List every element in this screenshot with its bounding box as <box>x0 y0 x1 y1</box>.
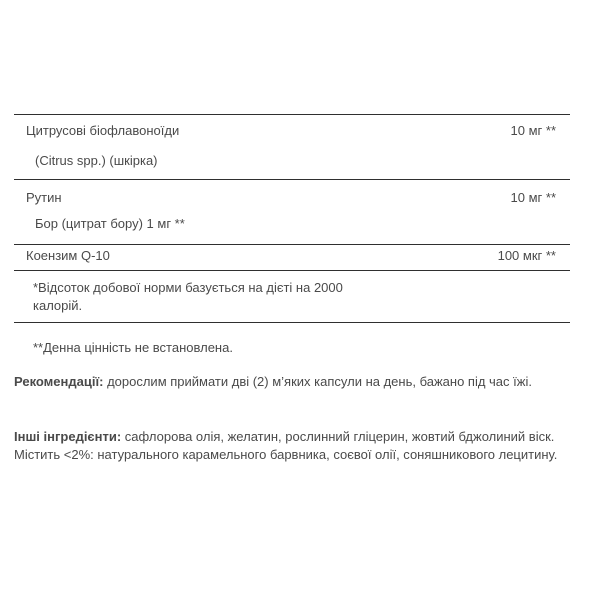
ingredient-name: Рутин <box>26 190 62 205</box>
recommendations-label: Рекомендації: <box>14 374 104 389</box>
recommendations-text: дорослим приймати дві (2) м’яких капсули на день, бажано під час їжі. <box>103 374 532 389</box>
supplement-facts-table <box>14 114 570 323</box>
facts-row-rutin <box>14 179 570 244</box>
not-established-note: **Денна цінність не встановлена. <box>33 340 233 355</box>
facts-row-citrus-bioflavonoids <box>14 114 570 179</box>
ingredient-amount: 10 мг ** <box>510 190 556 205</box>
ingredient-amount: 10 мг ** <box>510 123 556 138</box>
facts-row-coenzyme-q10 <box>14 244 570 270</box>
recommendations-paragraph <box>14 373 579 391</box>
other-ingredients-paragraph <box>14 428 579 464</box>
ingredient-amount: 100 мкг ** <box>497 248 556 263</box>
ingredient-name: Коензим Q-10 <box>26 248 110 263</box>
other-ingredients-label: Інші інгредієнти: <box>14 429 122 444</box>
daily-value-note: *Відсоток добової норми базується на дієті на 2000 калорій. <box>33 280 343 313</box>
ingredient-subline: Бор (цитрат бору) 1 мг ** <box>35 216 185 231</box>
ingredient-subline: (Citrus spp.) (шкірка) <box>35 153 158 168</box>
facts-row-daily-value-note <box>14 270 570 323</box>
ingredient-name: Цитрусові біофлавоноїди <box>26 123 180 138</box>
other-ingredients-text: сафлорова олія, желатин, рослинний гліцерин, жовтий бджолиний віск. Містить <2%: натурального карамельного барвника, соєвої олії, соняшникового лецитину. <box>14 429 558 462</box>
